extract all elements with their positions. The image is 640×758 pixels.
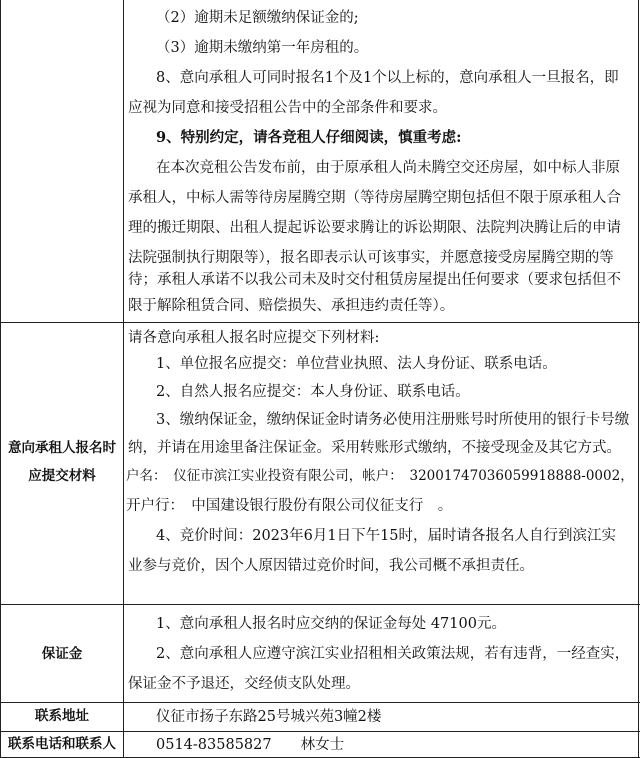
address-value: 仪征市扬子东路25号城兴苑3幢2楼 xyxy=(156,709,382,725)
text-line: 限于解除租赁合同、赔偿损失、承担违约责任等）。 xyxy=(128,298,455,314)
materials-label-line2: 应提交材料 xyxy=(28,468,96,484)
text-line: 请各意向承租人报名时应提交下列材料: xyxy=(128,330,380,346)
text-line: 3、缴纳保证金，缴纳保证金时请务必使用注册账号时所使用的银行卡号缴 xyxy=(156,412,630,428)
deposit-label: 保证金 xyxy=(41,646,83,662)
text-line: 1、意向承租人报名时应交纳的保证金每处 47100元。 xyxy=(156,616,506,632)
text-line: 保证金不予退还，交经侦支队处理。 xyxy=(128,676,360,692)
text-line: 应视为同意和接受招租公告中的全部条件和要求。 xyxy=(128,100,447,116)
text-line: 1、单位报名应提交：单位营业执照、法人身份证、联系电话。 xyxy=(156,356,557,372)
special-agreement-heading: 9、特别约定，请各竞租人仔细阅读，慎重考虑: xyxy=(156,129,462,146)
address-label: 联系地址 xyxy=(35,708,89,724)
text-line: 2、自然人报名应提交：本人身份证、联系电话。 xyxy=(156,384,470,400)
text-line: 待；承租人承诺不以我公司未及时交付租赁房屋提出任何要求（要求包括但不 xyxy=(128,272,621,288)
row-divider-deposit xyxy=(0,604,640,605)
text-line: 理的搬迁期限、出租人提起诉讼要求腾让的诉讼期限、法院判决腾让后的申请 xyxy=(128,220,621,236)
materials-label-line1: 意向承租人报名时 xyxy=(8,440,116,456)
account-name-line: 户名： 仪征市滨江实业投资有限公司，帐户： 32001747036059918888-0002， xyxy=(126,468,634,484)
text-line: 业参与竞价，因个人原因错过竞价时间，我公司概不承担责任。 xyxy=(128,558,534,574)
contact-label: 联系电话和联系人 xyxy=(8,736,116,752)
contact-value: 0514-83585827 林女士 xyxy=(156,737,345,753)
text-line: 法院强制执行期限等），报名即表示认可该事实，并愿意接受房屋腾空期的等 xyxy=(128,250,614,266)
row-divider-materials xyxy=(0,322,640,323)
text-line: 2、意向承租人应遵守滨江实业招租相关政策法规，若有违背，一经查实， xyxy=(156,646,630,662)
text-line: 4、竞价时间：2023年6月1日下午15时，届时请各报名人自行到滨江实 xyxy=(156,528,617,544)
text-line: 纳，并请在用途里备注保证金。采用转账形式缴纳，不接受现金及其它方式。 xyxy=(128,440,621,456)
text-line: 承租人，中标人需等待房屋腾空期（等待房屋腾空期包括但不限于原承租人合 xyxy=(128,190,621,206)
text-line: 8、意向承租人可同时报名1个及1个以上标的，意向承租人一旦报名，即 xyxy=(156,70,619,86)
text-line: （3）逾期未缴纳第一年房租的。 xyxy=(156,40,369,56)
text-line: 在本次竞租公告发布前，由于原承租人尚未腾空交还房屋，如中标人非原 xyxy=(156,160,620,176)
text-line: （2）逾期未足额缴纳保证金的; xyxy=(156,10,359,26)
bank-line: 开户行： 中国建设银行股份有限公司仪征支行 。 xyxy=(126,498,453,514)
